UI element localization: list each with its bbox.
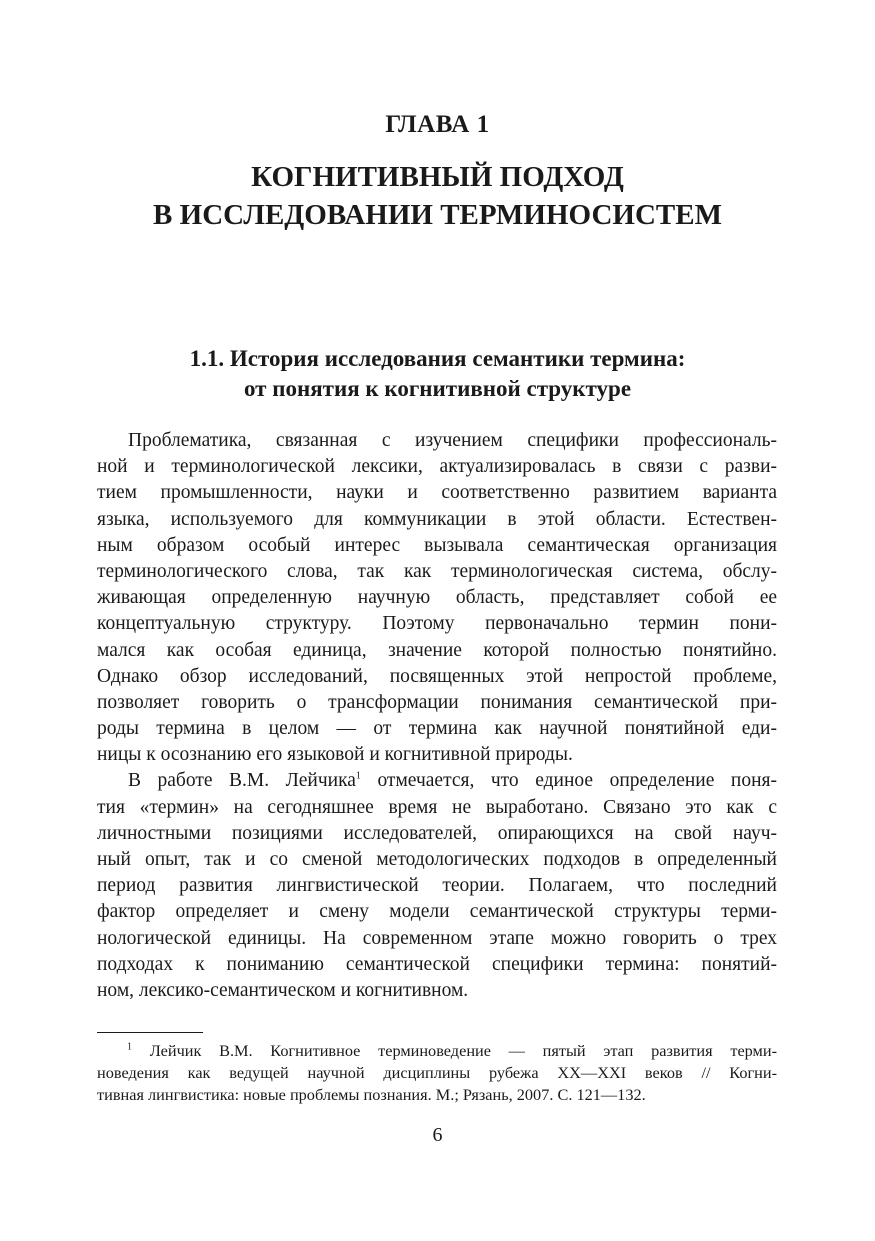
text-line: личностными позициями исследователей, опирающихся на свой науч- bbox=[97, 822, 777, 844]
footnote-number: 1 bbox=[127, 1041, 132, 1053]
text-line: период развития лингвистической теории. Полагаем, что последний bbox=[97, 875, 777, 897]
text-line: позволяет говорить о трансформации понимания семантической при- bbox=[97, 691, 777, 713]
text-line: подходах к пониманию семантической специфики термина: понятий- bbox=[97, 953, 777, 975]
text-line: ным образом особый интерес вызывала семантическая организация bbox=[97, 534, 777, 556]
chapter-label: ГЛАВА 1 bbox=[385, 111, 490, 138]
text-line: терминологического слова, так как терминологическая система, обслу- bbox=[97, 560, 777, 582]
chapter-title-line: В ИССЛЕДОВАНИИ ТЕРМИНОСИСТЕМ bbox=[153, 199, 722, 231]
text-line: концептуальную структуру. Поэтому первоначально термин пони- bbox=[97, 613, 777, 635]
text-line: ном, лексико-семантическом и когнитивном. bbox=[97, 979, 469, 1001]
chapter-title-line: КОГНИТИВНЫЙ ПОДХОД bbox=[251, 161, 624, 193]
text-line: ной и терминологической лексики, актуализировалась в связи с разви- bbox=[97, 456, 777, 478]
text-line: языка, используемого для коммуникации в этой области. Естествен- bbox=[97, 508, 777, 530]
text-line: роды термина в целом — от термина как научной понятийной еди- bbox=[97, 718, 777, 740]
text-line: тием промышленности, науки и соответственно развитием варианта bbox=[97, 482, 777, 504]
footnote-line: новедения как ведущей научной дисциплины рубежа XX—XXI веков // Когни- bbox=[97, 1063, 777, 1082]
footnote-reference[interactable]: 1 bbox=[355, 770, 361, 782]
text-line-with-footnote bbox=[97, 768, 777, 794]
text-line: Однако обзор исследований, посвященных этой непростой проблеме, bbox=[97, 665, 777, 687]
footnote-line bbox=[97, 1040, 777, 1062]
text-line: живающая определенную научную область, представляет собой ее bbox=[97, 587, 777, 609]
text-line: тия «термин» на сегодняшнее время не выработано. Связано это как с bbox=[97, 796, 777, 818]
text-line: нологической единицы. На современном этапе можно говорить о трех bbox=[97, 927, 777, 949]
text-line: ницы к осознанию его языковой и когнитивной природы. bbox=[97, 744, 573, 766]
page-number: 6 bbox=[432, 1124, 443, 1146]
text-line: Проблематика, связанная с изучением специфики профессиональ- bbox=[128, 430, 777, 451]
text-line: мался как особая единица, значение которой полностью понятийно. bbox=[97, 639, 777, 661]
chapter-title bbox=[0, 158, 875, 234]
footnote-text: Лейчик В.М. Когнитивное терминоведение — пятый этап развития терми- bbox=[132, 1041, 777, 1060]
body-text bbox=[97, 428, 777, 1004]
text-segment: В работе В.М. Лейчика bbox=[128, 770, 356, 792]
section-title bbox=[0, 344, 875, 404]
footnote-line: тивная лингвистика: новые проблемы познания. М.; Рязань, 2007. С. 121—132. bbox=[97, 1085, 646, 1104]
text-line: ный опыт, так и со сменой методологических подходов в определенный bbox=[97, 849, 777, 870]
footnote-divider bbox=[97, 1032, 203, 1033]
section-title-line: от понятия к когнитивной структуре bbox=[243, 376, 632, 401]
section-title-line: 1.1. История исследования семантики термина: bbox=[189, 346, 686, 371]
footnote bbox=[97, 1040, 777, 1106]
text-line: фактор определяет и смену модели семантической структуры терми- bbox=[97, 901, 777, 923]
text-segment: отмечается, что единое определение поня- bbox=[360, 770, 777, 792]
